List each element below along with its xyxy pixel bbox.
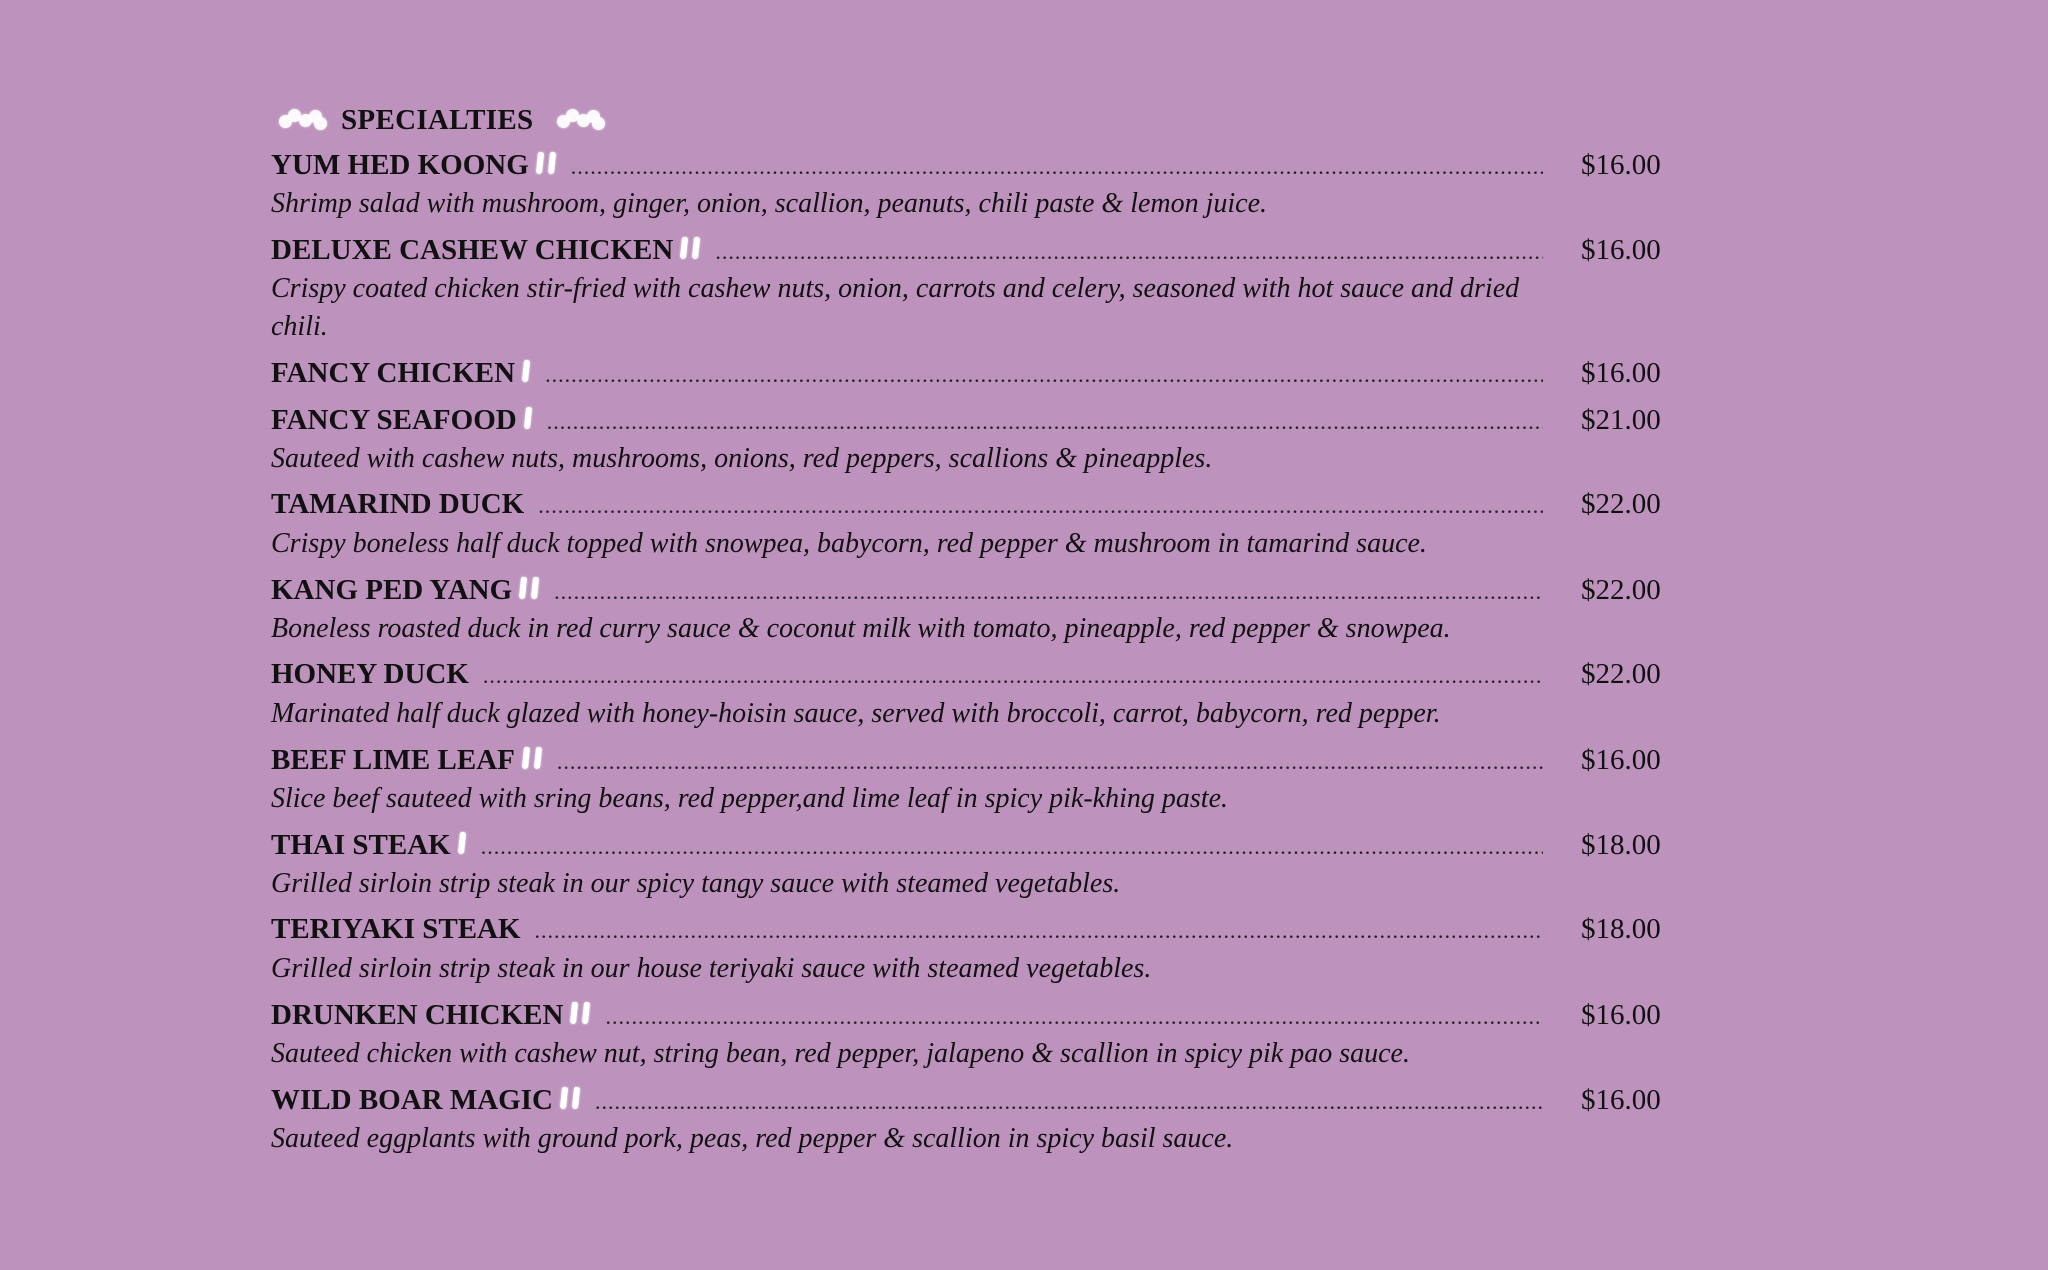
menu-item: [271, 913, 1691, 988]
menu-item-description: Marinated half duck glazed with honey-hoisin sauce, served with broccoli, carrot, babycorn, red pepper.: [271, 698, 1441, 729]
menu-item-price: $18.00: [1581, 913, 1661, 945]
menu-item: [271, 356, 1691, 393]
flower-icon: [279, 107, 327, 133]
menu-item: [271, 233, 1691, 346]
menu-items-list: [271, 148, 1691, 1158]
menu-item-name: BEEF LIME LEAF: [271, 744, 515, 776]
menu-item-price: $18.00: [1581, 829, 1661, 861]
dot-leader: [545, 362, 1543, 388]
chili-pepper-icon: [524, 407, 532, 430]
menu-item-name: HONEY DUCK: [271, 658, 469, 690]
menu-item-row: [271, 403, 1691, 440]
menu-item: [271, 488, 1691, 563]
menu-item-row: [271, 998, 1691, 1035]
chili-pepper-icon: [570, 1002, 578, 1025]
menu-item-description: Shrimp salad with mushroom, ginger, onion, scallion, peanuts, chili paste & lemon juice.: [271, 188, 1268, 219]
dot-leader: [605, 1004, 1543, 1030]
menu-item-row: [271, 356, 1691, 393]
dot-leader: [483, 663, 1543, 689]
chili-pepper-icon: [458, 832, 466, 855]
menu-item-row: [271, 148, 1691, 185]
dot-leader: [547, 409, 1543, 435]
menu-item-row: [271, 743, 1691, 780]
menu-item-description: Crispy coated chicken stir-fried with cashew nuts, onion, carrots and celery, seasoned with hot sauce and dried chili.: [271, 273, 1520, 342]
menu-item-row: [271, 488, 1691, 525]
menu-item-name: WILD BOAR MAGIC: [271, 1084, 553, 1116]
menu-item-description: Sauteed chicken with cashew nut, string bean, red pepper, jalapeno & scallion in spicy pik pao sauce.: [271, 1038, 1410, 1069]
dot-leader: [715, 239, 1543, 265]
menu-item-row: [271, 913, 1691, 950]
menu-item-description: Grilled sirloin strip steak in our house teriyaki sauce with steamed vegetables.: [271, 953, 1152, 984]
menu-item-price: $22.00: [1581, 488, 1661, 520]
spice-level: [525, 403, 537, 433]
menu-item-name: FANCY CHICKEN: [271, 357, 516, 389]
menu-item: [271, 148, 1691, 223]
spice-level: [523, 356, 535, 386]
menu-item-description: Slice beef sauteed with sring beans, red pepper,and lime leaf in spicy pik-khing paste.: [271, 783, 1228, 814]
chili-pepper-icon: [548, 152, 556, 175]
menu-item: [271, 828, 1691, 903]
specialties-menu: [271, 92, 1691, 1168]
chili-pepper-icon: [519, 577, 527, 600]
spice-level: [681, 233, 705, 263]
chili-pepper-icon: [522, 747, 530, 770]
spice-level: [459, 828, 471, 858]
menu-item-price: $22.00: [1581, 574, 1661, 606]
menu-item-name: DELUXE CASHEW CHICKEN: [271, 234, 674, 266]
dot-leader: [557, 749, 1543, 775]
menu-item-name: TAMARIND DUCK: [271, 488, 525, 520]
menu-item-row: [271, 828, 1691, 865]
menu-item: [271, 658, 1691, 733]
menu-item-name: TERIYAKI STEAK: [271, 913, 521, 945]
chili-pepper-icon: [572, 1087, 580, 1110]
dot-leader: [554, 579, 1543, 605]
menu-item: [271, 403, 1691, 478]
menu-item-name: YUM HED KOONG: [271, 149, 529, 181]
menu-item-price: $16.00: [1581, 1084, 1661, 1116]
menu-item-name: FANCY SEAFOOD: [271, 404, 517, 436]
menu-item-price: $21.00: [1581, 404, 1661, 436]
menu-item-price: $16.00: [1581, 149, 1661, 181]
menu-item-name: KANG PED YANG: [271, 574, 513, 606]
dot-leader: [595, 1089, 1543, 1115]
dot-leader: [571, 154, 1543, 180]
menu-item-price: $16.00: [1581, 744, 1661, 776]
menu-item-price: $16.00: [1581, 999, 1661, 1031]
chili-pepper-icon: [582, 1002, 590, 1025]
flower-icon: [557, 107, 605, 133]
chili-pepper-icon: [692, 237, 700, 260]
menu-item-description: Grilled sirloin strip steak in our spicy tangy sauce with steamed vegetables.: [271, 868, 1121, 899]
chili-pepper-icon: [522, 360, 530, 383]
chili-pepper-icon: [534, 747, 542, 770]
chili-pepper-icon: [560, 1087, 568, 1110]
menu-item: [271, 743, 1691, 818]
menu-item-row: [271, 658, 1691, 695]
menu-item-price: $22.00: [1581, 658, 1661, 690]
section-title: SPECIALTIES: [341, 103, 534, 136]
spice-level: [571, 998, 595, 1028]
menu-item-price: $16.00: [1581, 234, 1661, 266]
chili-pepper-icon: [680, 237, 688, 260]
menu-item-row: [271, 1083, 1691, 1120]
menu-item-description: Crispy boneless half duck topped with snowpea, babycorn, red pepper & mushroom in tamarind sauce.: [271, 528, 1427, 559]
menu-item-row: [271, 573, 1691, 610]
section-header: [279, 92, 1691, 148]
menu-item: [271, 573, 1691, 648]
chili-pepper-icon: [536, 152, 544, 175]
menu-item: [271, 1083, 1691, 1158]
menu-item-description: Boneless roasted duck in red curry sauce & coconut milk with tomato, pineapple, red pepper & snowpea.: [271, 613, 1451, 644]
menu-item: [271, 998, 1691, 1073]
dot-leader: [481, 834, 1543, 860]
spice-level: [537, 148, 561, 178]
dot-leader: [535, 918, 1543, 944]
dot-leader: [538, 493, 1543, 519]
menu-item-description: Sauteed eggplants with ground pork, peas, red pepper & scallion in spicy basil sauce.: [271, 1123, 1234, 1154]
menu-item-name: DRUNKEN CHICKEN: [271, 999, 564, 1031]
spice-level: [561, 1083, 585, 1113]
menu-item-description: Sauteed with cashew nuts, mushrooms, onions, red peppers, scallions & pineapples.: [271, 443, 1213, 474]
spice-level: [523, 743, 547, 773]
spice-level: [520, 573, 544, 603]
menu-item-row: [271, 233, 1691, 270]
menu-item-name: THAI STEAK: [271, 829, 451, 861]
menu-item-price: $16.00: [1581, 357, 1661, 389]
chili-pepper-icon: [531, 577, 539, 600]
